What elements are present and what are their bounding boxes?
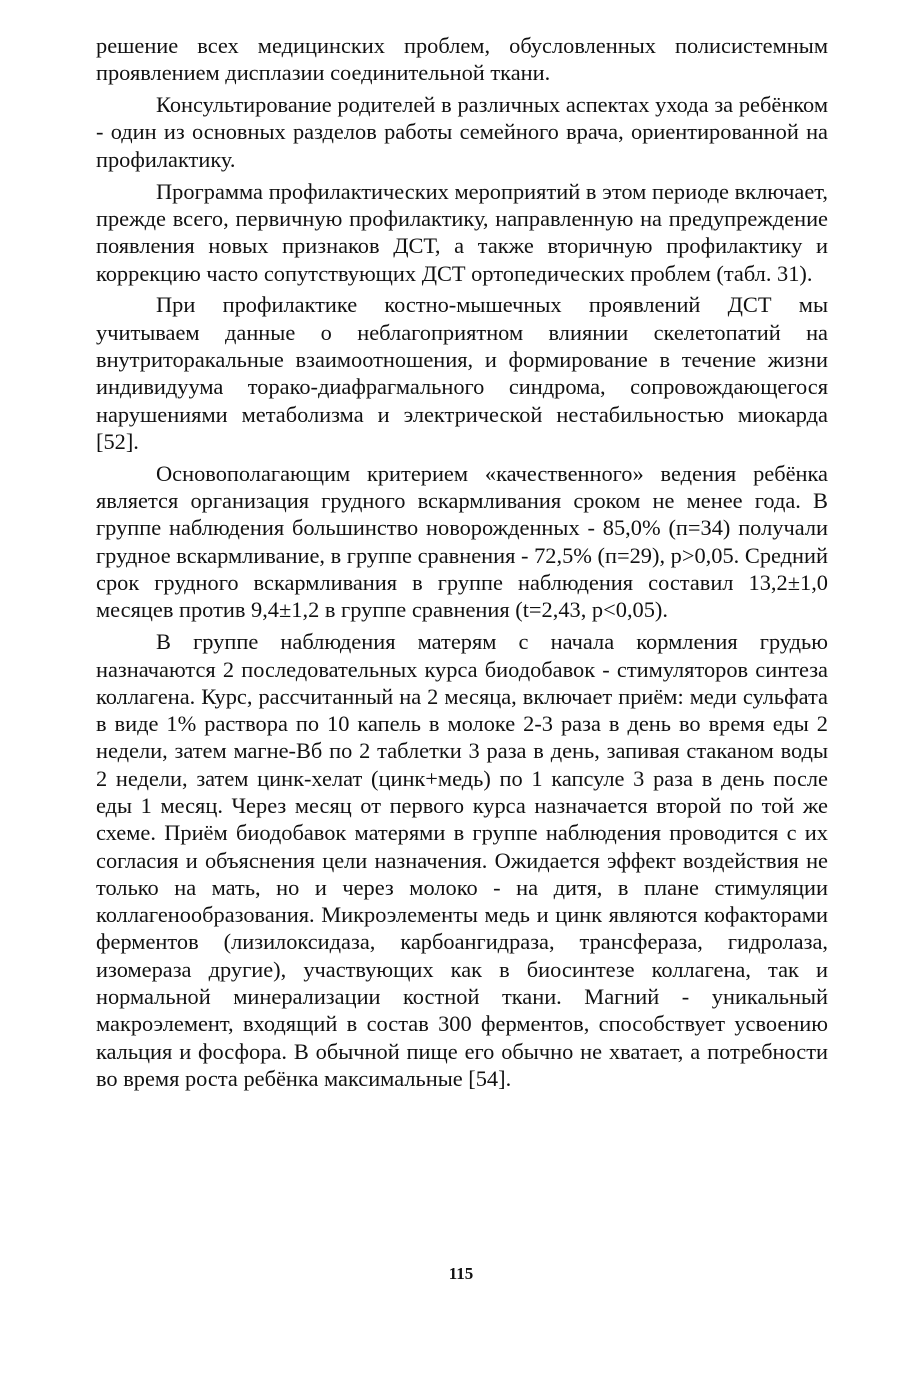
paragraph-continuation: решение всех медицинских проблем, обусловленных полисистемным проявлением дисплазии соединительной ткани. bbox=[96, 33, 828, 86]
paragraph-prevention-program: Программа профилактических мероприятий в этом периоде включает, прежде всего, первичную профилактику, направленную на предупреждение появления новых признаков ДСТ, а также вторичную профилактику и коррекцию часто сопутствующих ДСТ ортопедических проблем (табл. 31). bbox=[96, 178, 828, 286]
document-body bbox=[96, 32, 828, 1097]
paragraph-breastfeeding-criterion: Основополагающим критерием «качественного» ведения ребёнка является организация грудного вскармливания сроком не менее года. В группе наблюдения большинство новорожденных - 85,0% (п=34) получали грудное вскармливание, в группе сравнения - 72,5% (п=29), р>0,05. Средний срок грудного вскармливания в группе наблюдения составил 13,2±1,0 месяцев против 9,4±1,2 в группе сравнения (t=2,43, р<0,05). bbox=[96, 460, 828, 623]
page-number: 115 bbox=[448, 1264, 474, 1283]
paragraph-parent-consulting: Консультирование родителей в различных аспектах ухода за ребёнком - один из основных разделов работы семейного врача, ориентированной на профилактику. bbox=[96, 92, 828, 172]
paragraph-supplement-courses: В группе наблюдения матерям с начала кормления грудью назначаются 2 последовательных курса биодобавок - стимуляторов синтеза коллагена. Курс, рассчитанный на 2 месяца, включает приём: меди сульфата в виде 1% раствора по 10 капель в молоке 2-3 раза в день во время еды 2 недели, затем магне-Вб по 2 таблетки 3 раза в день, запивая стаканом воды 2 недели, затем цинк-хелат (цинк+медь) по 1 капсуле 3 раза в день после еды 1 месяц. Через месяц от первого курса назначается второй по той же схеме. Приём биодобавок матерями в группе наблюдения проводится с их согласия и объяснения цели назначения. Ожидается эффект воздействия не только на мать, но и через молоко - на дитя, в плане стимуляции коллагенообразования. Микроэлементы медь и цинк являются кофакторами ферментов (лизилоксидаза, карбоангидраза, трансфераза, гидролаза, изомераза другие), участвующих как в биосинтезе коллагена, так и нормальной минерализации костной ткани. Магний - уникальный макроэлемент, входящий в состав 300 ферментов, способствует усвоению кальция и фосфора. В обычной пище его обычно не хватает, а потребности во время роста ребёнка максимальные [54]. bbox=[96, 629, 828, 1091]
paragraph-musculoskeletal-prevention: При профилактике костно-мышечных проявлений ДСТ мы учитываем данные о неблагоприятном влиянии скелетопатий на внутриторакальные взаимоотношения, и формирование в течение жизни индивидуума торако-диафрагмального синдрома, сопровождающегося нарушениями метаболизма и электрической нестабильностью миокарда [52]. bbox=[96, 292, 828, 454]
